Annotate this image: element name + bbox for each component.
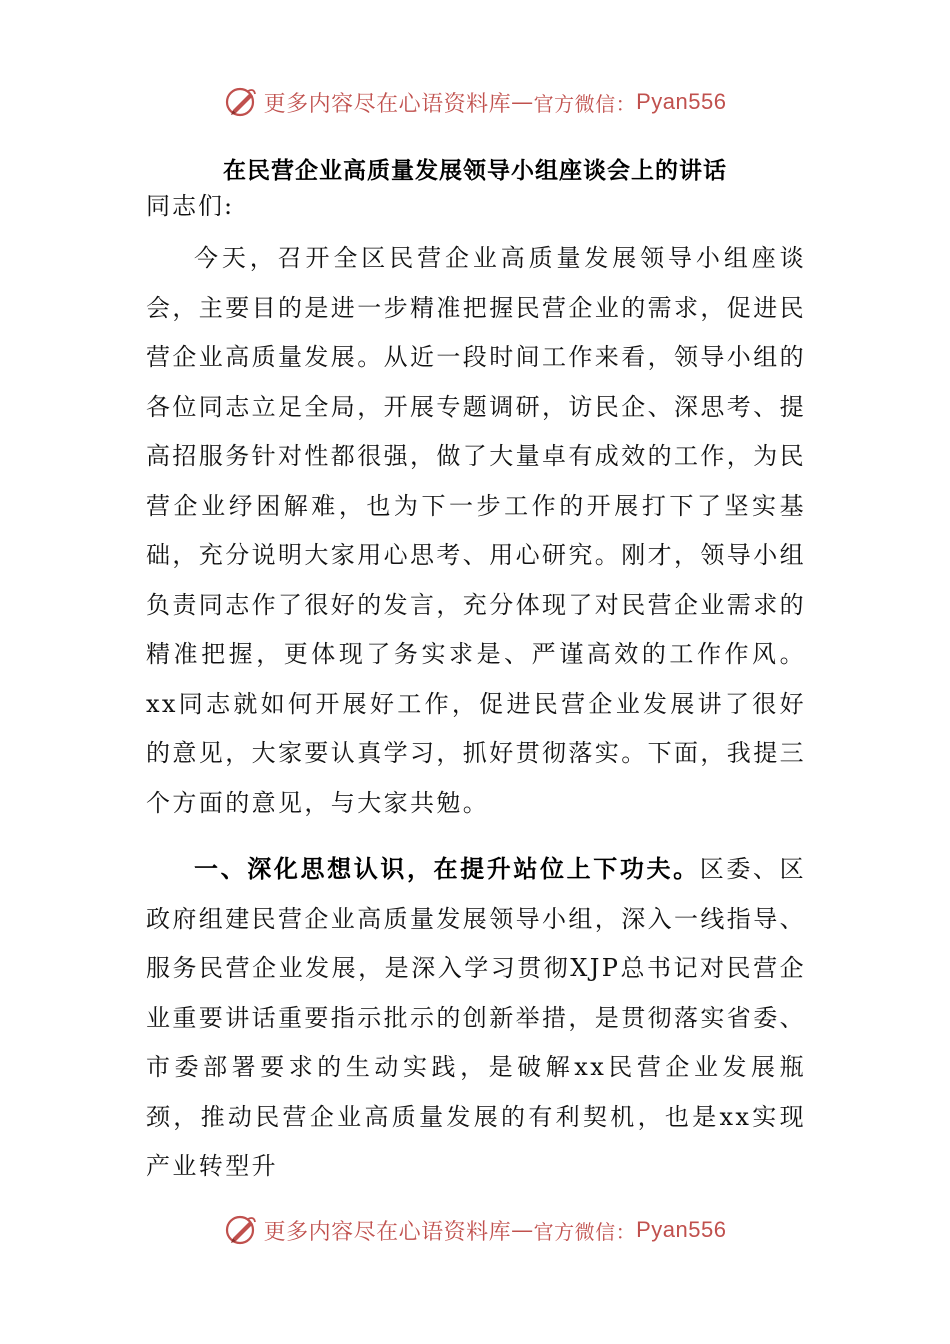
paragraph-intro: 今天，召开全区民营企业高质量发展领导小组座谈会，主要目的是进一步精准把握民营企业的需求，促进民营企业高质量发展。从近一段时间工作来看，领导小组的各位同志立足全局，开展专题调研，访民企、深思考、提高招服务针对性都很强，做了大量卓有成效的工作，为民营企业纾困解难，也为下一步工作的开展打下了坚实基础，充分说明大家用心思考、用心研究。刚才，领导小组负责同志作了很好的发言，充分体现了对民营企业需求的精准把握，更体现了务实求是、严谨高效的工作作风。xx同志就如何开展好工作，促进民营企业发展讲了很好的意见，大家要认真学习，抓好贯彻落实。下面，我提三个方面的意见，与大家共勉。 <box>146 244 806 817</box>
watermark-text: 更多内容尽在心语资料库 <box>263 1219 512 1245</box>
watermark-text: 更多内容尽在心语资料库 <box>263 91 512 117</box>
paragraph-section-1 <box>146 844 806 1192</box>
watermark-wechat-label: 官方微信： <box>533 1219 637 1244</box>
salutation: 同志们: <box>146 192 235 220</box>
watermark-wechat-label: 官方微信： <box>533 91 637 116</box>
document-title: 在民营企业高质量发展领导小组座谈会上的讲话 <box>223 157 727 184</box>
section-1-heading: 一、深化思想认识，在提升站位上下功夫。 <box>194 854 700 883</box>
pen-logo-icon <box>224 84 260 120</box>
watermark-footer <box>0 1210 950 1250</box>
watermark-wechat-id: Pyan556 <box>636 89 727 114</box>
watermark-wechat-id: Pyan556 <box>636 1217 727 1242</box>
pen-logo-icon <box>224 1212 260 1248</box>
watermark-header <box>0 82 950 122</box>
watermark-dash: — <box>511 1217 534 1243</box>
watermark-dash: — <box>511 89 534 115</box>
section-1-text: 区委、区政府组建民营企业高质量发展领导小组，深入一线指导、服务民营企业发展，是深入学习贯彻XJP总书记对民营企业重要讲话重要指示批示的创新举措，是贯彻落实省委、市委部署要求的生动实践，是破解xx民营企业发展瓶颈，推动民营企业高质量发展的有利契机，也是xx实现产业转型升 <box>146 855 806 1180</box>
